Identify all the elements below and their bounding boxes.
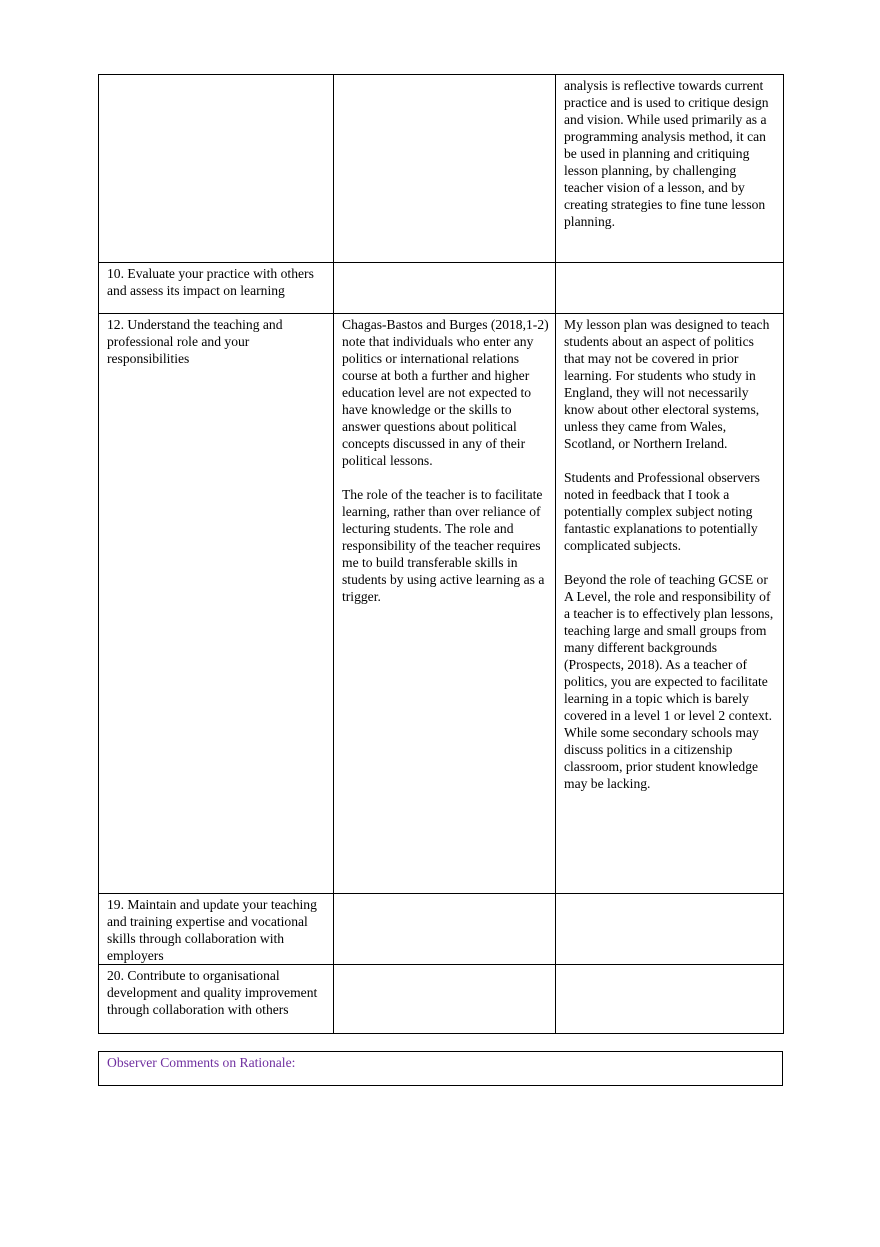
- standard-text: 12. Understand the teaching and professional role and your responsibilities: [107, 317, 286, 366]
- standard-cell: [99, 75, 334, 263]
- literature-cell: [334, 965, 556, 1034]
- table-row: [99, 263, 784, 314]
- observer-comments-label: Observer Comments on Rationale:: [107, 1055, 296, 1070]
- literature-cell: [334, 263, 556, 314]
- table-row: [99, 894, 784, 965]
- standard-text: 10. Evaluate your practice with others and assess its impact on learning: [107, 266, 318, 298]
- observer-comments-box[interactable]: [98, 1051, 783, 1086]
- reflection-paragraph: My lesson plan was designed to teach students about an aspect of politics that may not be covered in prior learning. For students who study in England, they will not necessarily know about other electoral systems, unless they came from Wales, Scotland, or Northern Ireland.: [564, 317, 773, 451]
- standards-table: [98, 74, 784, 1034]
- literature-paragraph: The role of the teacher is to facilitate learning, rather than over reliance of lecturing students. The role and responsibility of the teacher requires me to build transferable skills in students by using active learning as a trigger.: [342, 487, 548, 604]
- literature-cell: [334, 75, 556, 263]
- table-row: [99, 314, 784, 894]
- table-row: [99, 75, 784, 263]
- standard-cell: [99, 965, 334, 1034]
- standard-text: 20. Contribute to organisational development and quality improvement through collaboration with others: [107, 968, 321, 1017]
- standard-cell: [99, 894, 334, 965]
- reflection-cell: [556, 314, 784, 894]
- standard-text: 19. Maintain and update your teaching and training expertise and vocational skills through collaboration with employers: [107, 897, 321, 963]
- reflection-paragraph: analysis is reflective towards current practice and is used to critique design and vision. While used primarily as a programming analysis method, it can be used in planning and critiquing lesson planning, by challenging teacher vision of a lesson, and by creating strategies to fine tune lesson planning.: [564, 78, 773, 229]
- reflection-paragraph: Students and Professional observers noted in feedback that I took a potentially complex subject noting fantastic explanations to potentially complicated subjects.: [564, 470, 764, 553]
- literature-cell: [334, 894, 556, 965]
- standard-cell: [99, 314, 334, 894]
- literature-paragraph: Chagas-Bastos and Burges (2018,1-2) note that individuals who enter any politics or international relations course at both a further and higher education level are not expected to have knowledge or the skills to answer questions about political concepts discussed in any of their political lessons.: [342, 317, 553, 468]
- reflection-cell: [556, 263, 784, 314]
- standard-cell: [99, 263, 334, 314]
- reflection-paragraph: Beyond the role of teaching GCSE or A Level, the role and responsibility of a teacher is to effectively plan lessons, teaching large and small groups from many different backgrounds (Prospects, 2018). As a teacher of politics, you are expected to facilitate learning in a topic which is barely covered in a level 1 or level 2 context. While some secondary schools may discuss politics in a citizenship classroom, prior student knowledge may be lacking.: [564, 572, 777, 791]
- table-row: [99, 965, 784, 1034]
- reflection-cell: [556, 894, 784, 965]
- reflection-cell: [556, 965, 784, 1034]
- literature-cell: [334, 314, 556, 894]
- reflection-cell: [556, 75, 784, 263]
